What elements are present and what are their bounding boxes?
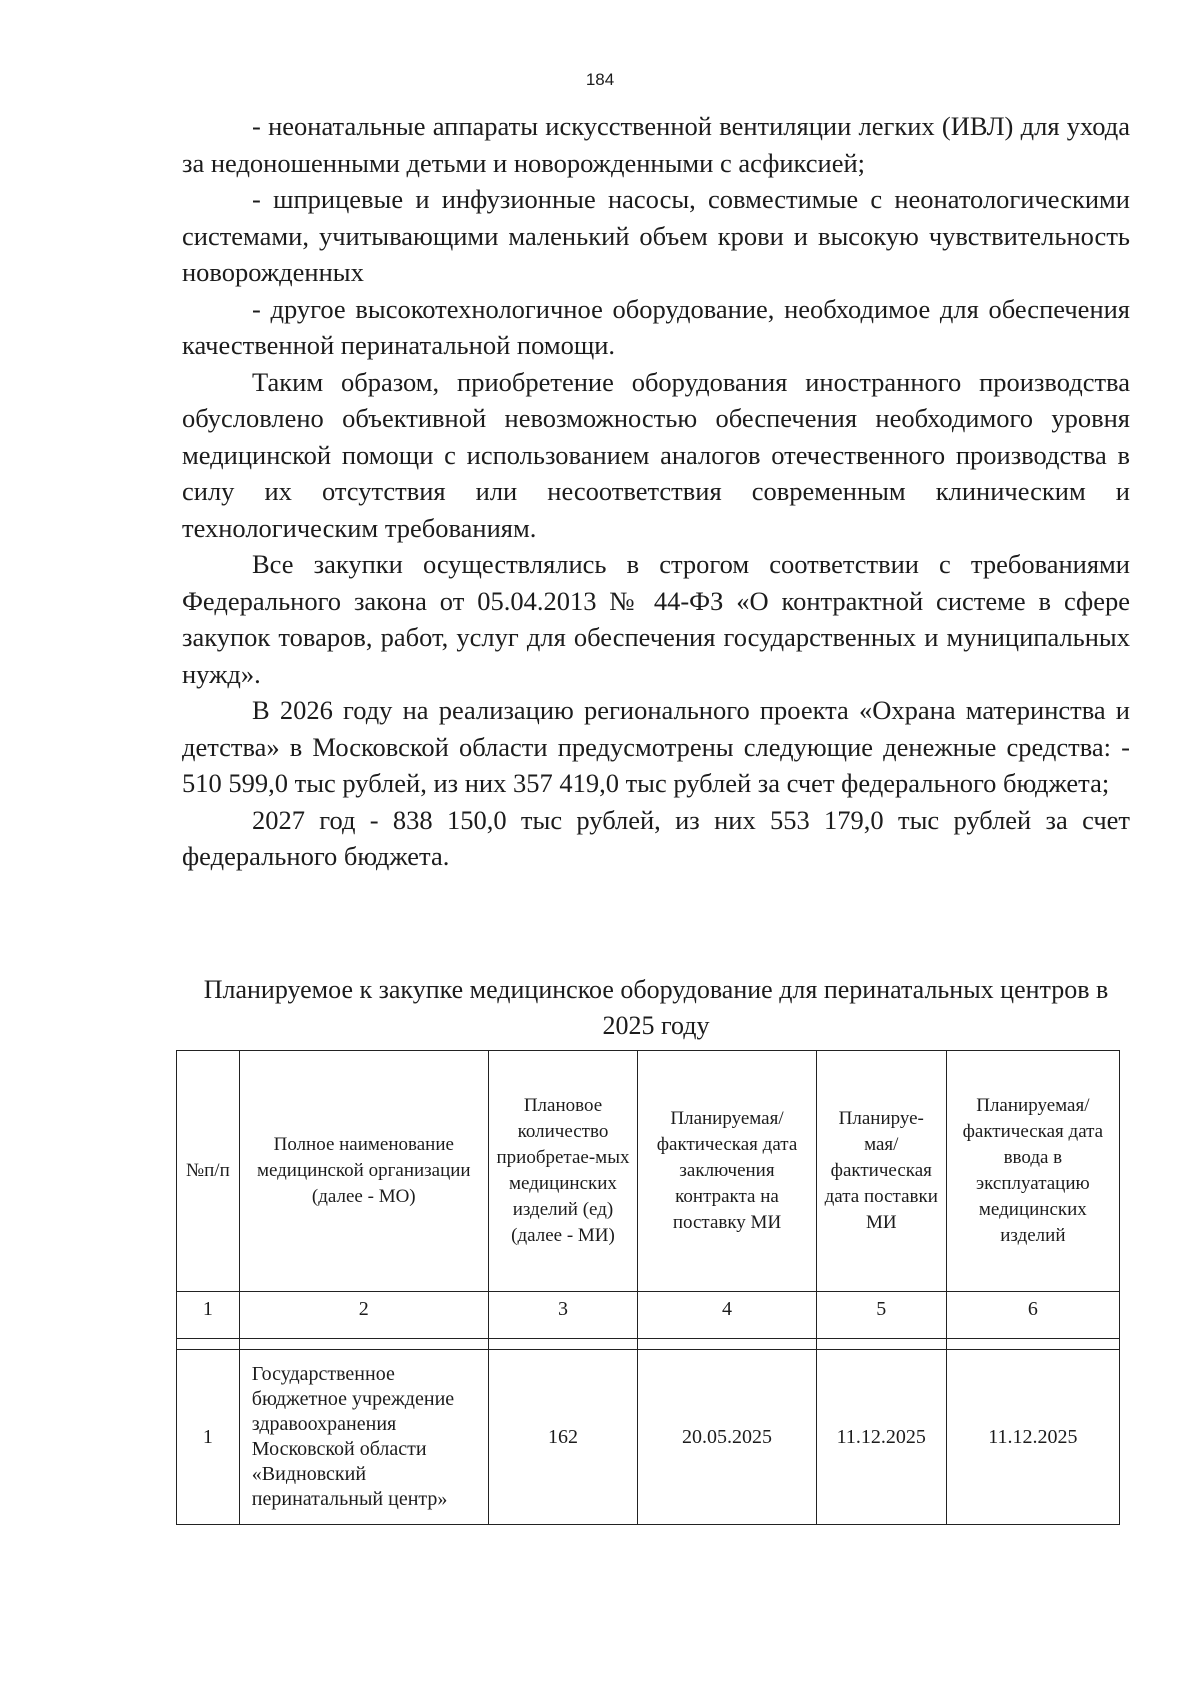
paragraph-pumps: - шприцевые и инфузионные насосы, совместимые с неонатологическими системами, учитывающими маленький объем крови и высокую чувствительность новорожденных [182,184,1130,287]
page-number: 184 [585,70,615,89]
body-text [182,108,1130,875]
row-contract-date: 20.05.2025 [638,1350,817,1525]
table-spacer [177,1339,1120,1350]
paragraph-ventilators: - неонатальные аппараты искусственной вентиляции легких (ИВЛ) для ухода за недоношенными детьми и новорожденными с асфиксией; [182,111,1130,178]
header-contract-date: Планируемая/ фактическая дата заключения контракта на поставку МИ [638,1051,817,1292]
header-number: №п/п [177,1051,240,1292]
header-organization: Полное наименование медицинской организации (далее - МО) [239,1051,488,1292]
row-number: 1 [177,1350,240,1525]
table-title: Планируемое к закупке медицинское оборудование для перинатальных центров в 2025 году [203,975,1109,1040]
header-commissioning-date: Планируемая/ фактическая дата ввода в эксплуатацию медицинских изделий [946,1051,1119,1292]
column-number: 6 [946,1292,1119,1339]
paragraph-funding-2027: 2027 год - 838 150,0 тыс рублей, из них 553 179,0 тыс рублей за счет федерального бюджета. [182,804,1130,871]
table-header-row [177,1051,1120,1292]
column-number: 5 [816,1292,946,1339]
paragraph-other-equipment: - другое высокотехнологичное оборудование, необходимое для обеспечения качественной перинатальной помощи. [182,293,1130,360]
column-number: 1 [177,1292,240,1339]
column-number-row [177,1292,1120,1339]
table-row [177,1350,1120,1525]
row-quantity: 162 [488,1350,637,1525]
paragraph-conclusion: Таким образом, приобретение оборудования иностранного производства обусловлено объективной невозможностью обеспечения необходимого уровня медицинской помощи с использованием аналогов отечественного производства в силу их отсутствия или несоответствия современным клиническим и технологическим требованиям. [182,366,1130,543]
header-quantity: Плановое количество приобретае-мых медицинских изделий (ед) (далее - МИ) [488,1051,637,1292]
row-delivery-date: 11.12.2025 [816,1350,946,1525]
column-number: 3 [488,1292,637,1339]
equipment-table [176,1050,1120,1525]
paragraph-funding-2026: В 2026 году на реализацию регионального проекта «Охрана материнства и детства» в Московской области предусмотрены следующие денежные средства: - 510 599,0 тыс рублей, из них 357 419,0 тыс рублей за счет федерального бюджета; [182,695,1130,798]
column-number: 2 [239,1292,488,1339]
row-organization: Государственное бюджетное учреждение здравоохранения Московской области «Видновский перинатальный центр» [239,1350,488,1525]
column-number: 4 [638,1292,817,1339]
paragraph-procurement-law: Все закупки осуществлялись в строгом соответствии с требованиями Федерального закона от 05.04.2013 № 44-ФЗ «О контрактной системе в сфере закупок товаров, работ, услуг для обеспечения государственных и муниципальных нужд». [182,549,1130,689]
row-commissioning-date: 11.12.2025 [946,1350,1119,1525]
header-delivery-date: Планируе-мая/ фактическая дата поставки МИ [816,1051,946,1292]
